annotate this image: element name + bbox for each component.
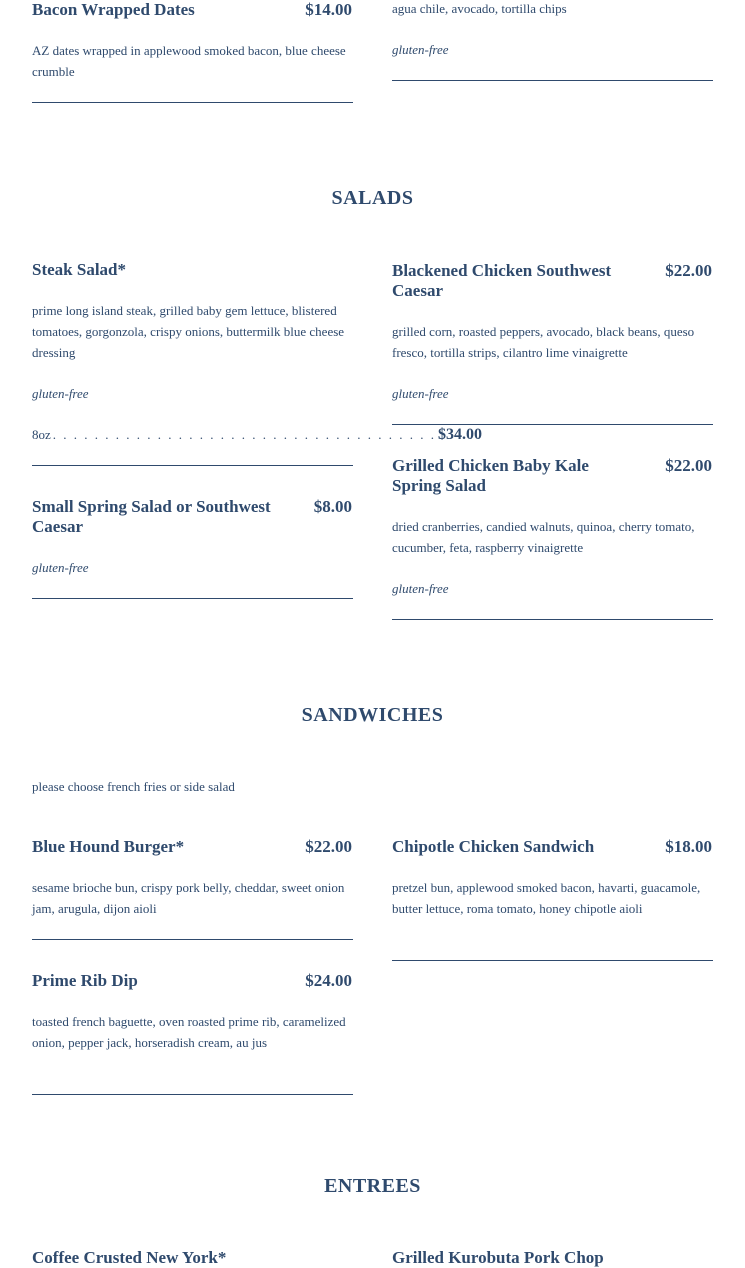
item-description: sesame brioche bun, crispy pork belly, cheddar, sweet onion jam, arugula, dijon aioli [32, 880, 345, 916]
item-name: Prime Rib Dip [32, 971, 138, 990]
item-description: grilled corn, roasted peppers, avocado, black beans, queso fresco, tortilla strips, cilantro lime vinaigrette [392, 324, 695, 360]
dot-leader: . . . . . . . . . . . . . . . . . . . . . . . . . . . . . . . . . . . . . [52, 427, 437, 442]
item-description: agua chile, avocado, tortilla chips [392, 1, 567, 16]
dietary-tag: gluten-free [32, 386, 89, 401]
menu-item-prime-rib-dip [32, 971, 352, 1053]
option-price: $34.00 [438, 426, 483, 443]
item-name: Blackened Chicken Southwest Caesar [392, 261, 612, 300]
option-label: 8oz [32, 427, 51, 442]
item-price: $8.00 [313, 497, 352, 516]
item-description: dried cranberries, candied walnuts, quinoa, cherry tomato, cucumber, feta, raspberry vinaigrette [392, 519, 695, 555]
item-description: AZ dates wrapped in applewood smoked bacon, blue cheese crumble [32, 43, 346, 79]
menu-item-blue-hound-burger [32, 837, 352, 919]
item-name: Coffee Crusted New York* [32, 1248, 227, 1267]
dietary-tag: gluten-free [392, 42, 449, 57]
item-divider [392, 424, 713, 425]
item-name: Small Spring Salad or Southwest Caesar [32, 497, 271, 536]
item-name: Chipotle Chicken Sandwich [392, 837, 595, 856]
item-divider [32, 939, 353, 940]
menu-item-coffee-crusted-new-york [32, 1248, 352, 1268]
item-price: $22.00 [305, 837, 352, 856]
section-title-sandwiches: SANDWICHES [301, 704, 444, 726]
item-name: Steak Salad* [32, 260, 126, 279]
item-divider [392, 619, 713, 620]
menu-item-grilled-kurobuta-pork-chop [392, 1248, 712, 1268]
item-name: Blue Hound Burger* [32, 837, 185, 856]
section-title-salads: SALADS [331, 187, 414, 209]
item-divider [32, 598, 353, 599]
item-price: $22.00 [665, 261, 712, 280]
dietary-tag: gluten-free [392, 581, 449, 596]
item-divider [392, 960, 713, 961]
item-price: $18.00 [665, 837, 712, 856]
item-price: $22.00 [665, 456, 712, 475]
menu-item-chipotle-chicken-sandwich [392, 837, 712, 919]
menu-item-blackened-chicken-caesar [392, 261, 712, 404]
item-divider [392, 80, 713, 81]
section-title-entrees: ENTREES [324, 1175, 421, 1197]
menu-item-bacon-wrapped-dates [32, 0, 352, 82]
menu-item-small-spring-salad [32, 497, 352, 578]
size-option-8oz [32, 424, 483, 445]
item-description: prime long island steak, grilled baby gem lettuce, blistered tomatoes, gorgonzola, crispy onions, buttermilk blue cheese dressing [32, 303, 345, 360]
menu-item-grilled-chicken-kale-salad [392, 456, 712, 599]
item-description: toasted french baguette, oven roasted prime rib, caramelized onion, pepper jack, horseradish cream, au jus [32, 1014, 346, 1050]
item-divider [32, 1094, 353, 1095]
item-price: $14.00 [305, 0, 352, 19]
item-name: Grilled Kurobuta Pork Chop [392, 1248, 604, 1267]
item-description: pretzel bun, applewood smoked bacon, havarti, guacamole, butter lettuce, roma tomato, honey chipotle aioli [392, 880, 701, 916]
item-divider [32, 102, 353, 103]
dietary-tag: gluten-free [392, 386, 449, 401]
item-divider [32, 465, 353, 466]
dietary-tag: gluten-free [32, 560, 89, 575]
item-price: $24.00 [305, 971, 352, 990]
section-note: please choose french fries or side salad [32, 779, 235, 794]
item-name: Grilled Chicken Baby Kale Spring Salad [392, 456, 589, 495]
menu-item-steak-salad [32, 260, 483, 445]
menu-item-partial-right [392, 0, 712, 60]
item-name: Bacon Wrapped Dates [32, 0, 195, 19]
